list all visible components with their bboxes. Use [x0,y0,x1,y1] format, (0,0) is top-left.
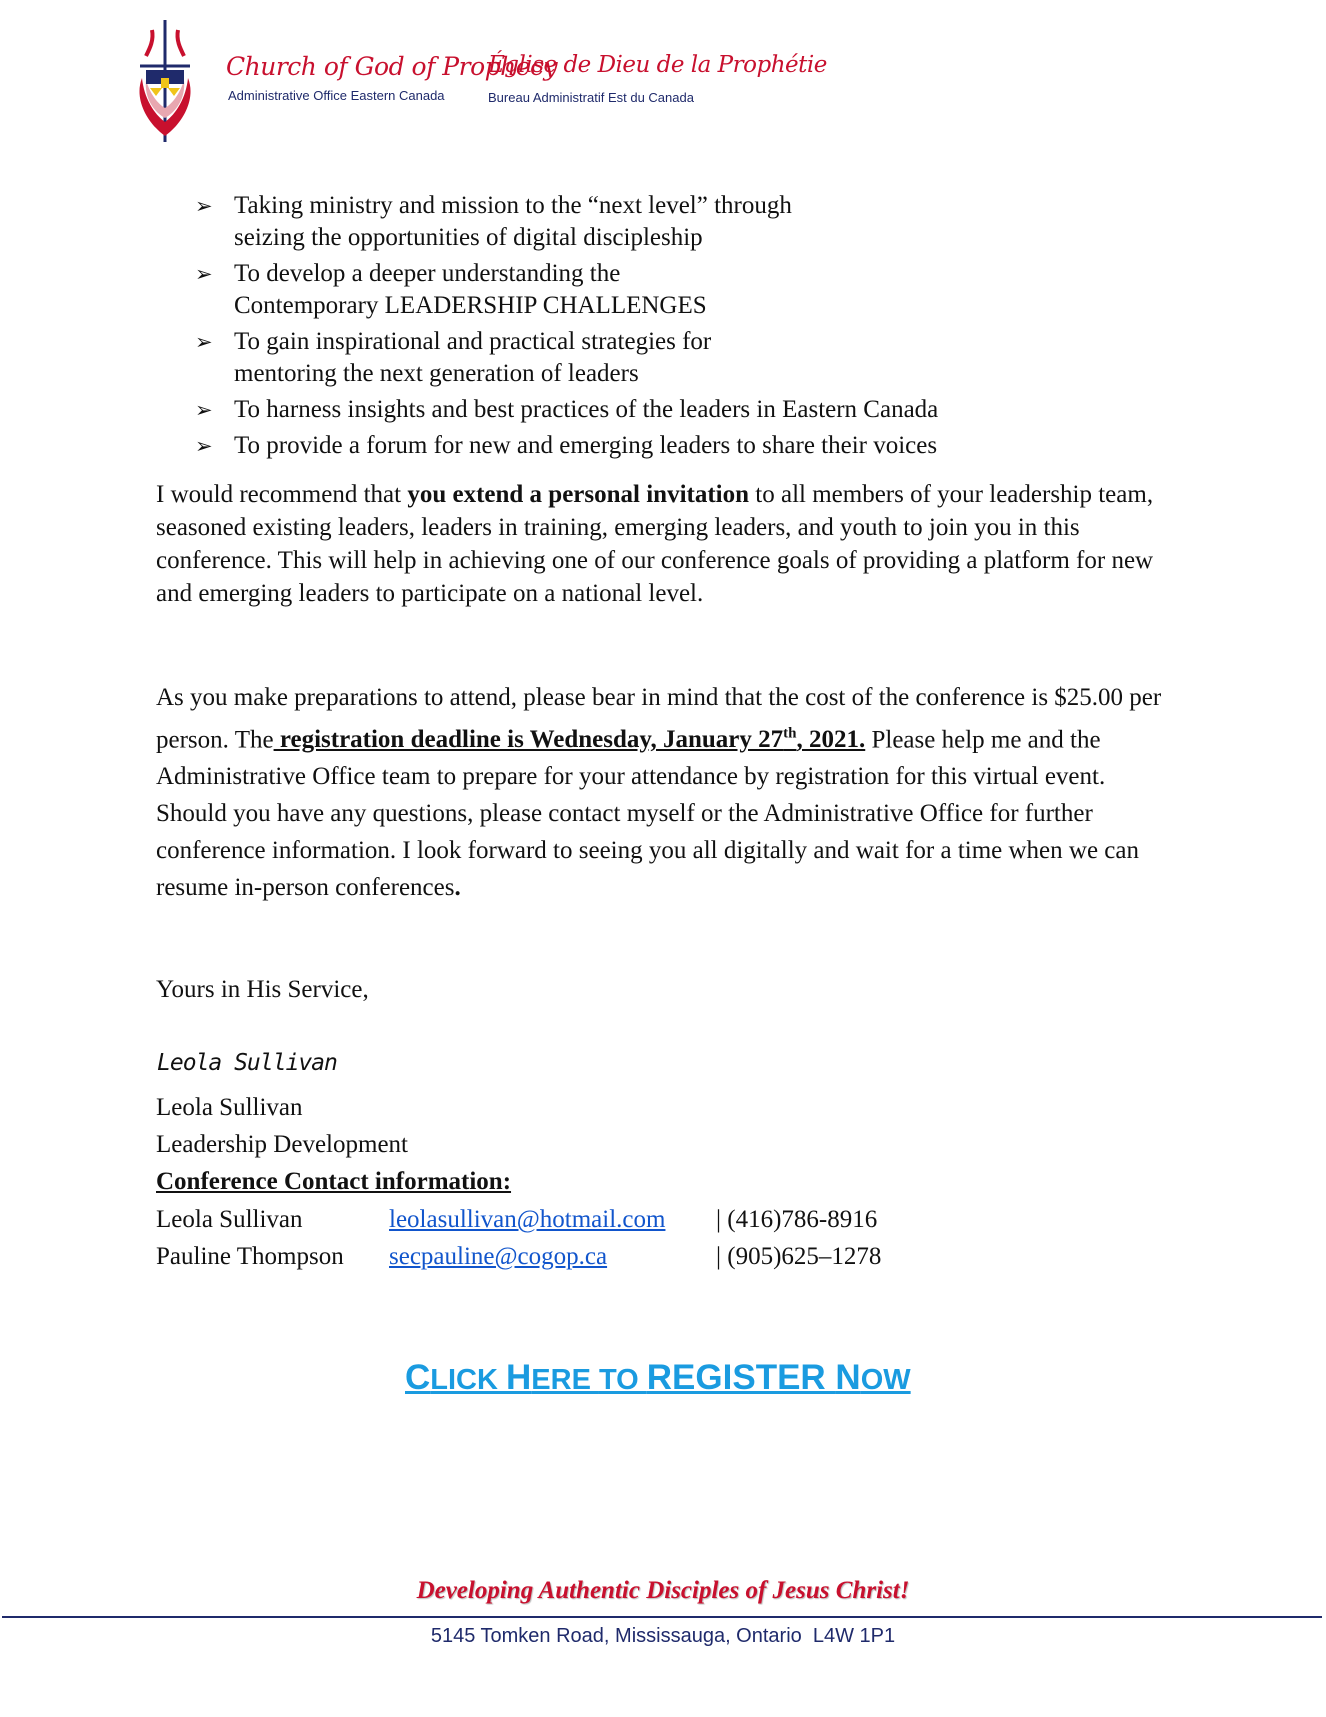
contact-phone: | (905)625–1278 [716,1243,882,1270]
register-cap: C [405,1358,431,1397]
register-small-caps: OW [860,1364,911,1396]
handwritten-signature: Leola Sullivan [157,1050,337,1076]
contact-phone: | (416)786-8916 [716,1206,878,1233]
list-item-text: Taking ministry and mission to the “next level” through [234,192,792,219]
contact-name: Leola Sullivan [156,1206,303,1233]
list-item [195,394,1095,426]
invitation-paragraph [156,478,1166,610]
church-flame-logo-icon [132,18,198,143]
paragraph-text: to all members of your leadership team, seasoned existing leaders, leaders in training, emerging leaders, and youth to join you in this conference. This will help in achieving one of our conference goals of providing a platform for new and emerging leaders to participate on a national level. [156,481,1154,607]
list-item-text: To provide a forum for new and emerging leaders to share their voices [234,432,938,459]
list-item [195,190,1095,254]
office-name-french: Bureau Administratif Est du Canada [488,90,694,105]
objectives-list [195,190,1095,466]
arrow-bullet-icon: ➢ [195,398,213,422]
register-cap: N [835,1358,861,1397]
register-small-caps: TO [598,1364,647,1396]
paragraph-text: As you make preparations to attend, please bear in mind that the cost of the conference is $25.00 per person. The [156,684,1162,754]
registration-deadline [274,726,866,753]
list-item [195,430,1095,462]
closing-salutation: Yours in His Service, [156,976,369,1003]
arrow-bullet-icon: ➢ [195,194,213,218]
footer-divider [2,1616,1322,1618]
signer-name: Leola Sullivan [156,1094,303,1121]
arrow-bullet-icon: ➢ [195,262,213,286]
register-small-caps: ERE [531,1364,599,1396]
contact-email-link[interactable]: leolasullivan@hotmail.com [389,1206,666,1233]
list-item-text: To harness insights and best practices of the leaders in Eastern Canada [234,396,939,423]
paragraph-text: Please help me and the Administrative Office team to prepare for your attendance by registration for this virtual event. Should you have any questions, please contact myself or the Administrative Office for further conference information. I look forward to seeing you all digitally and wait for a time when we can resume in-person conferences [156,726,1139,902]
register-word: REGISTER [646,1358,836,1397]
signer-title: Leadership Development [156,1131,408,1158]
register-now-link[interactable] [405,1358,911,1398]
list-item-text-continued: mentoring the next generation of leaders [234,360,639,387]
office-name-english: Administrative Office Eastern Canada [228,88,445,103]
org-name-english: Church of God of Prophecy [226,52,558,81]
footer-tagline: Developing Authentic Disciples of Jesus Christ! [416,1577,910,1604]
register-small-caps: LICK [430,1364,506,1396]
list-item [195,326,1095,390]
footer-address: 5145 Tomken Road, Mississauga, Ontario L4W 1P1 [430,1625,896,1647]
list-item-text-continued: Contemporary LEADERSHIP CHALLENGES [234,292,707,319]
register-cap: H [506,1358,532,1397]
paragraph-emphasis: you extend a personal invitation [407,481,750,508]
arrow-bullet-icon: ➢ [195,330,213,354]
deadline-year: , 2021. [796,726,866,754]
contact-email-link[interactable]: secpauline@cogop.ca [389,1243,608,1270]
paragraph-text: I would recommend that [156,481,408,508]
list-item-text: To develop a deeper understanding the [234,260,621,287]
contact-heading: Conference Contact information: [156,1168,512,1195]
list-item-text-continued: seizing the opportunities of digital discipleship [234,224,703,251]
list-item-text: To gain inspirational and practical strategies for [234,328,712,355]
deadline-ordinal: th [783,726,797,742]
org-name-french: Église de Dieu de la Prophétie [488,52,827,78]
arrow-bullet-icon: ➢ [195,434,213,458]
list-item [195,258,1095,322]
paragraph-end-period: . [454,874,461,902]
deadline-text: registration deadline is Wednesday, January 27 [273,726,784,754]
registration-paragraph [156,679,1166,906]
contact-name: Pauline Thompson [156,1243,344,1270]
